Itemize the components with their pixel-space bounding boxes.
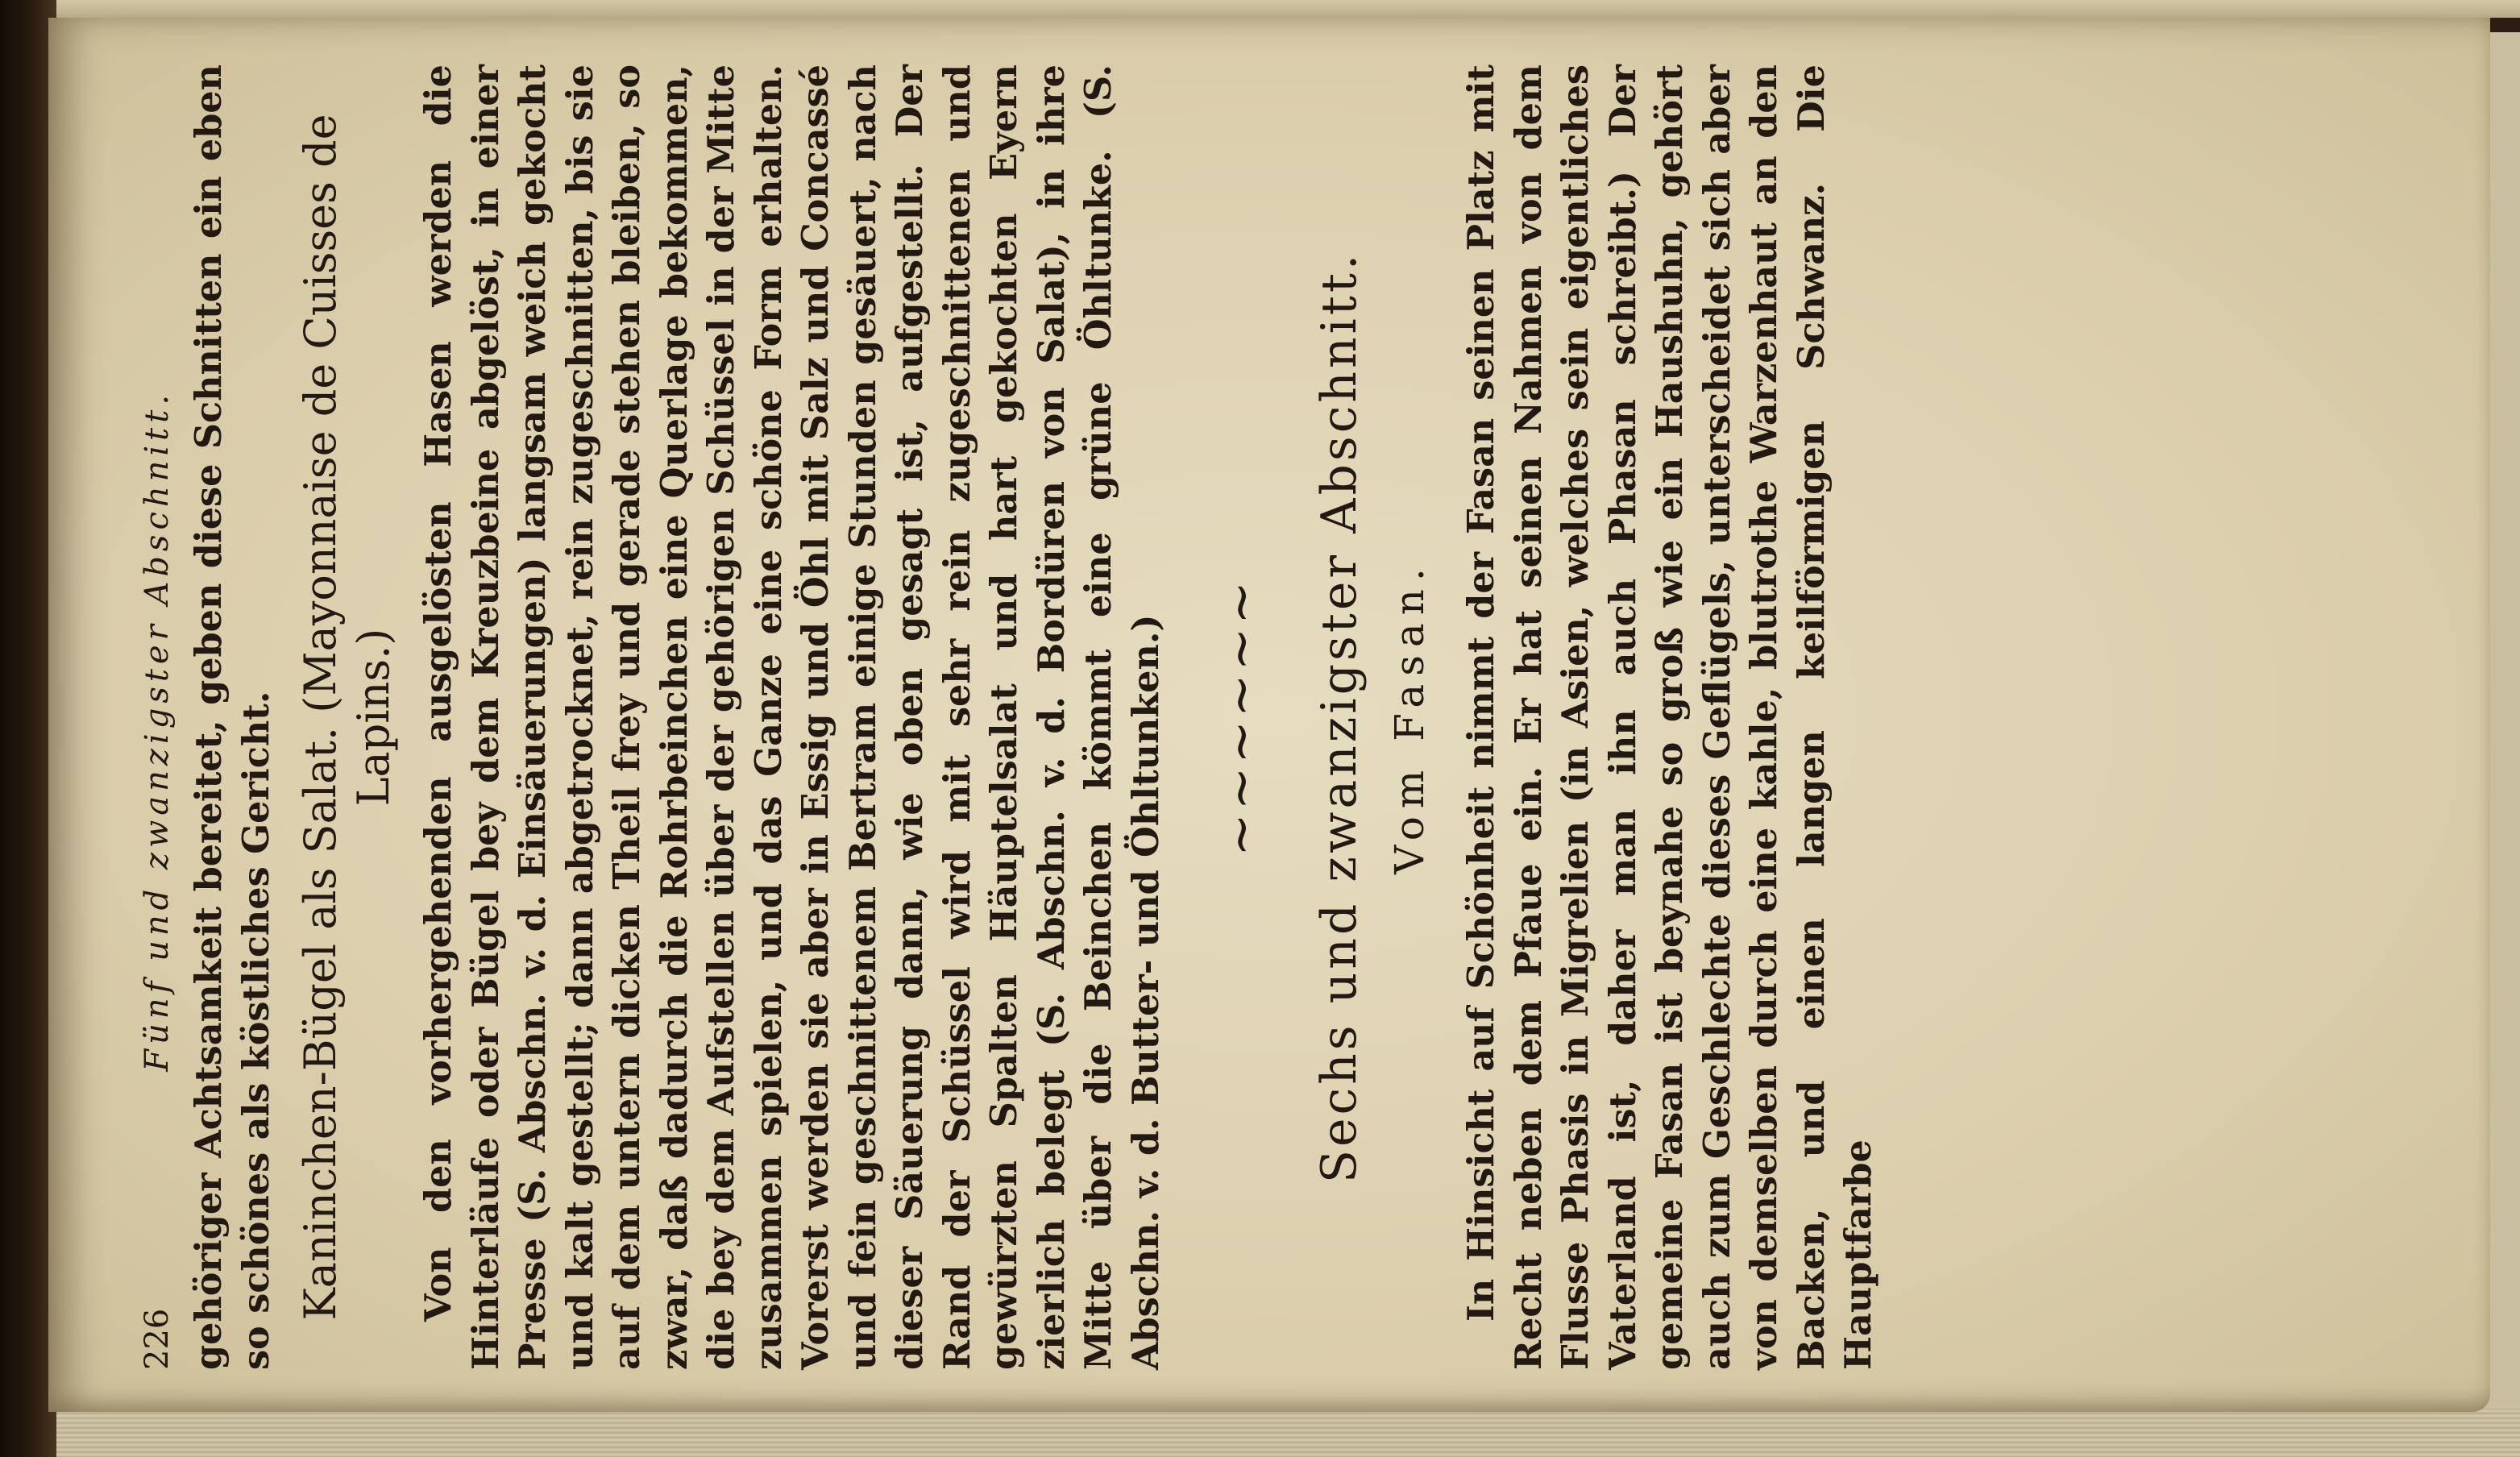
section-ornament: ~~~~~~ bbox=[1211, 578, 1271, 857]
intro-paragraph: gehöriger Achtsamkeit bereitet, geben diese Schnitten ein eben so schönes als köstliches Gericht. bbox=[188, 64, 277, 1370]
section-subtitle: Vom Fasan. bbox=[1386, 560, 1433, 874]
recipe-heading: Kaninchen-Bügel als Salat. (Mayonnaise de Cuisses de Lapins.) bbox=[295, 114, 399, 1321]
recipe-body: Von den vorhergehenden ausgelösten Hasen werden die Hinterläufe oder Bügel bey dem Kreuzbeine abgelöst, in einer Presse (S. Abschn. v. d. Einsäuerungen) langsam weich gekocht und kalt gestellt; dann abgetrocknet, rein zugeschnitten, bis sie auf dem untern dicken Theil frey und gerade stehen bleiben, so zwar, daß dadurch die Rohrbeinchen eine Querlage bekommen, die bey dem Aufstellen über der gehörigen Schüssel in der Mitte zusammen spielen, und das Ganze eine schöne Form erhalten. Vorerst werden sie aber in Essig und Öhl mit Salz und Concassé und fein geschnittenem Bertram einige Stunden gesäuert, nach dieser Säuerung dann, wie oben gesagt ist, aufgestellt. Der Rand der Schüssel wird mit sehr rein zugeschnittenen und gewürzten Spalten Häuptelsalat und hart gekochten Eyern zierlich belegt (S. Abschn. v. d. Bordüren von Salat), in ihre Mitte über die Beinchen kömmt eine grüne Öhltunke. (S. Abschn. v. d. Butter- und Öhltunken.) bbox=[417, 64, 1167, 1370]
section-body: In Hinsicht auf Schönheit nimmt der Fasan seinen Platz mit Recht neben dem Pfaue ein. Er hat seinen Nahmen von dem Flusse Phasis in Migrelien (in Asien, welches sein eigentliches Vaterland ist, daher man ihn auch Phasan schreibt.) Der gemeine Fasan ist beynahe so groß wie ein Haushuhn, gehört auch zum Geschlechte dieses Geflügels, unterscheidet sich aber von demselben durch eine kahle, blutrothe Warzenhaut an den Backen, und einen langen keilförmigen Schwanz. Die Hauptfarbe bbox=[1460, 64, 1879, 1370]
page-content bbox=[129, 64, 2458, 1370]
running-head-title: Fünf und zwanzigster Abschnitt. bbox=[139, 389, 176, 1072]
running-head bbox=[129, 64, 185, 1370]
page-number: 226 bbox=[139, 1308, 176, 1370]
facing-page-edge bbox=[0, 0, 2520, 18]
section-title: Sechs und zwanzigster Abschnitt. bbox=[1311, 251, 1368, 1184]
